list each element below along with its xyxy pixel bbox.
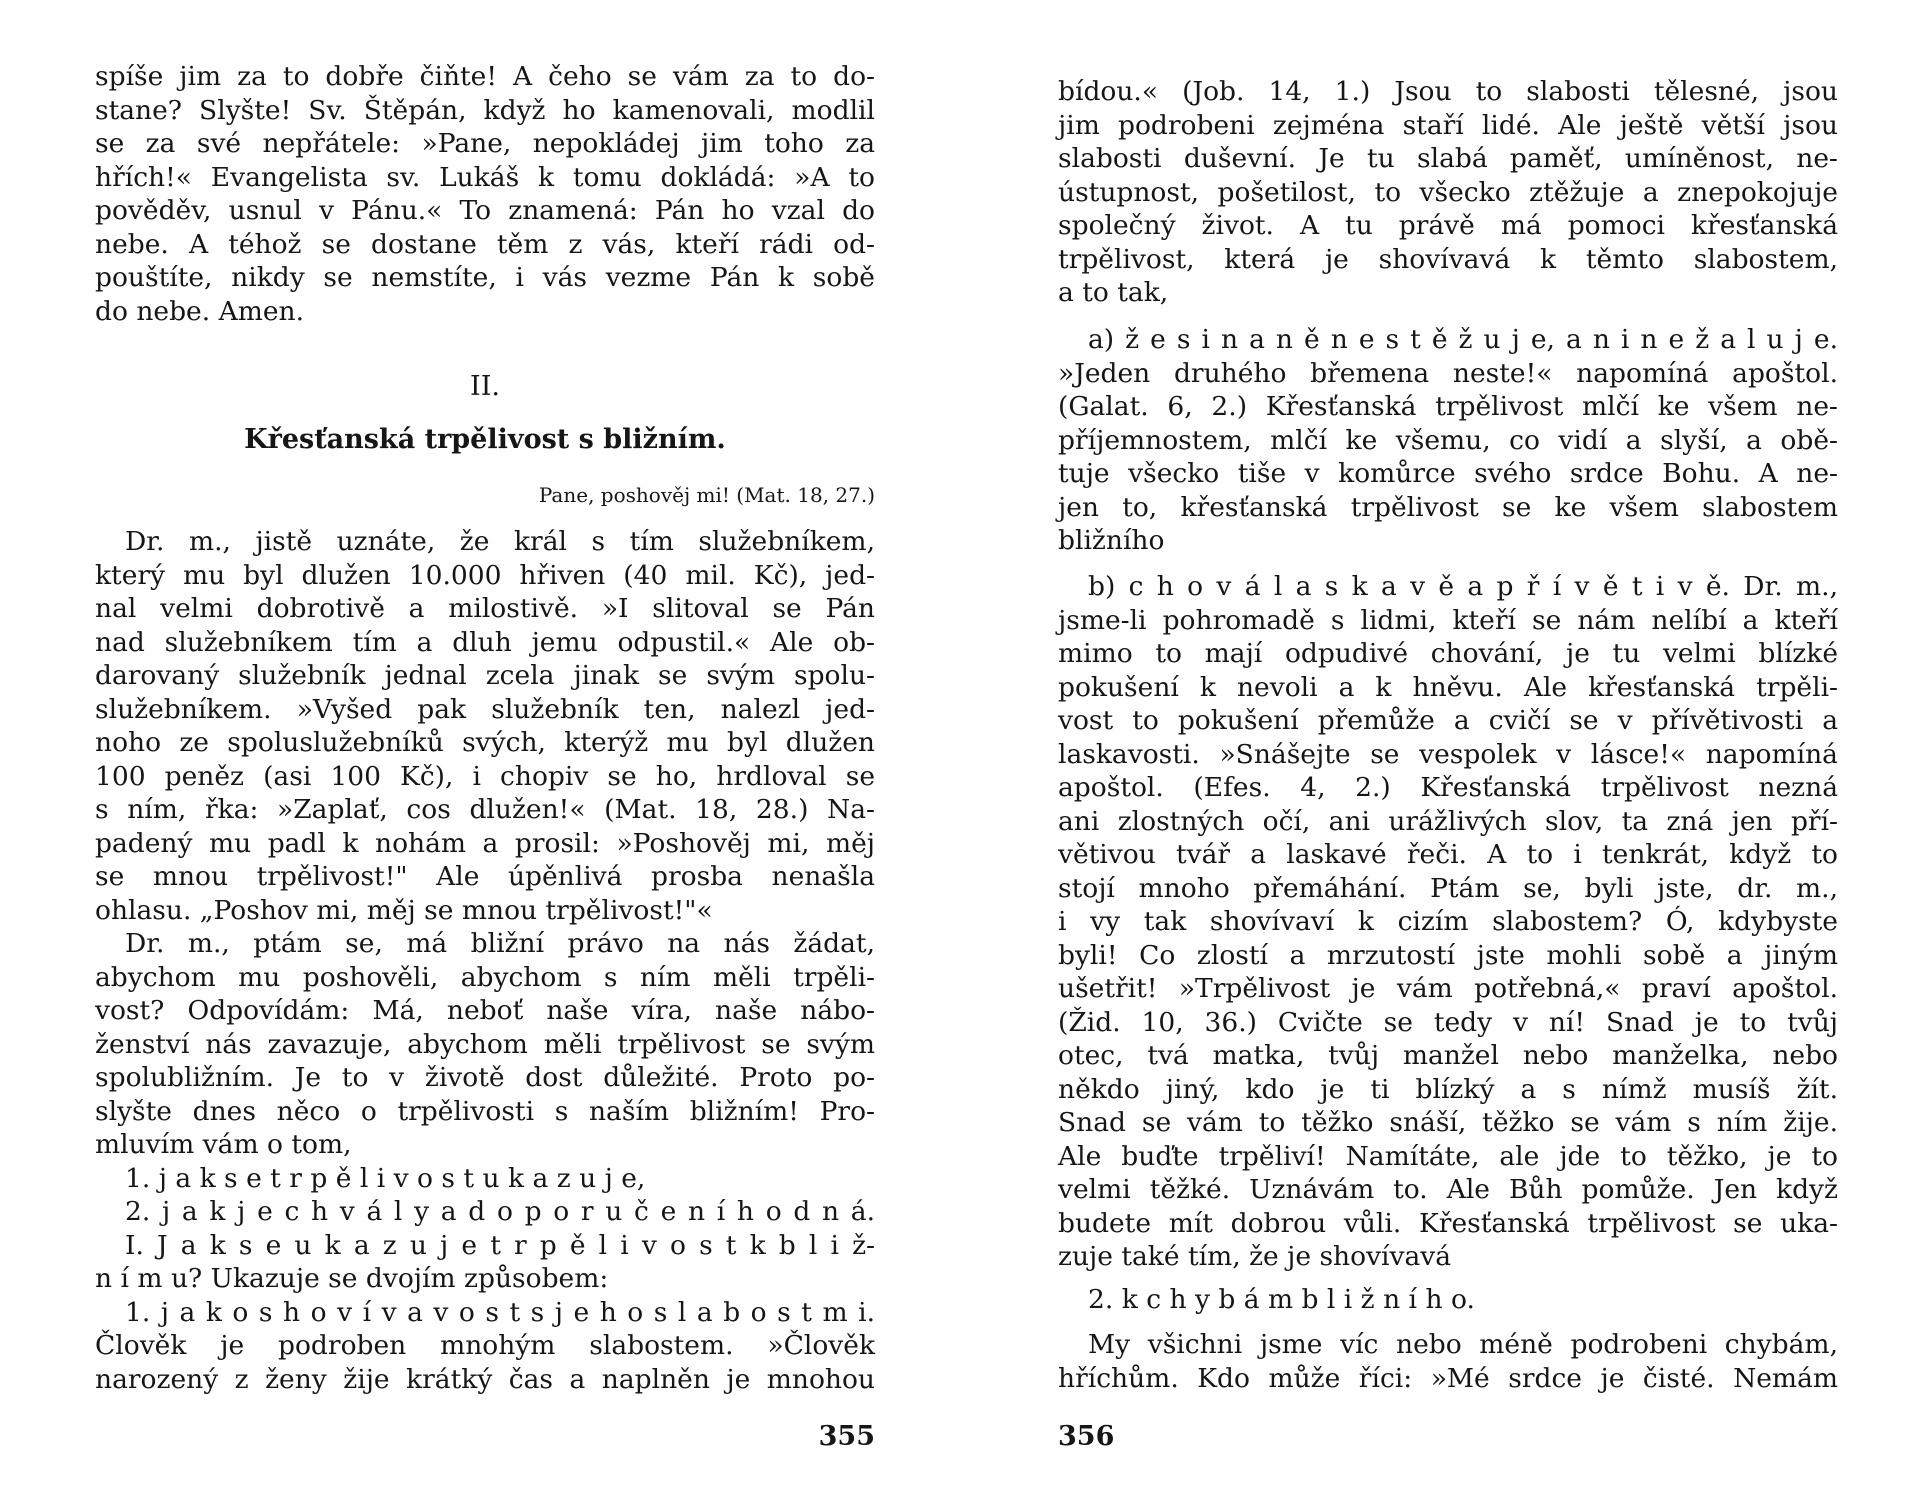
- text-line: 1. j a k s e t r p ě l i v o s t u k a z u j e,: [125, 1162, 646, 1194]
- section-title: Křesťanská trpělivost s bližním.: [244, 424, 726, 455]
- text-line: bližního: [1058, 525, 1165, 556]
- text-line: zuje také tím, že je shovívavá: [1058, 1241, 1452, 1272]
- left-body-text: [95, 525, 875, 1396]
- text-line: darovaný služebník jednal zcela jinak se svým spolu-: [95, 660, 875, 691]
- text-line: Dr. m., jistě uznáte, že král s tím služebníkem,: [125, 526, 875, 557]
- text-line: ústupnost, pošetilost, to všecko ztěžuje a znepokojuje: [1058, 176, 1838, 208]
- section-number: II.: [470, 371, 500, 402]
- text-line: jsme-li pohromadě s lidmi, kteří se nám nelíbí a kteří: [1058, 604, 1838, 636]
- text-line: a) ž e s i n a n ě n e s t ě ž u j e, a n i n e ž a l u j e.: [1088, 324, 1838, 355]
- text-line: i vy tak shovívaví k cizím slabostem? Ó, kdybyste: [1058, 906, 1838, 937]
- page-number: 356: [1058, 1421, 1115, 1452]
- right-paragraph-1: [1058, 75, 1838, 310]
- text-line: bídou.« (Job. 14, 1.) Jsou to slabosti tělesné, jsou: [1058, 76, 1838, 107]
- text-line: tuje všecko tiše v komůrce svého srdce Bohu. A ne-: [1058, 458, 1838, 489]
- text-line: slyšte dnes něco o trpělivosti s naším bližním! Pro-: [95, 1095, 875, 1127]
- text-line: se mnou trpělivost!" Ale úpěnlivá prosba nenašla: [95, 861, 875, 892]
- right-subheading: [1058, 1283, 1838, 1317]
- text-line: noho ze spoluslužebníků svých, kterýž mu byl dlužen: [95, 727, 875, 758]
- text-line: Dr. m., ptám se, má bližní právo na nás žádat,: [125, 928, 875, 959]
- left-page: [95, 0, 875, 1500]
- text-line: apoštol. (Efes. 4, 2.) Křesťanská trpělivost nezná: [1058, 772, 1838, 803]
- text-line: n í m u? Ukazuje se dvojím způsobem:: [95, 1263, 609, 1294]
- left-top-paragraph: [95, 60, 875, 328]
- text-line: a to tak,: [1058, 277, 1169, 308]
- text-line: ženství nás zavazuje, abychom měli trpělivost se svým: [95, 1028, 875, 1060]
- text-line: ušetřit! »Trpělivost je vám potřebná,« praví apoštol.: [1058, 973, 1838, 1004]
- text-line: stane? Slyšte! Sv. Štěpán, když ho kamenovali, modlil: [95, 94, 875, 126]
- text-line: padený mu padl k nohám a prosil: »Poshověj mi, měj: [95, 827, 875, 859]
- text-line: spolubližním. Je to v životě dost důležité. Proto po-: [95, 1062, 875, 1093]
- text-line: s ním, řka: »Zaplať, cos dlužen!« (Mat. 18, 28.) Na-: [95, 794, 875, 825]
- text-line: vost? Odpovídám: Má, neboť naše víra, naše nábo-: [95, 995, 875, 1026]
- text-line: 2. j a k j e c h v á l y a d o p o r u č e n í h o d n á.: [125, 1196, 875, 1227]
- text-line: jen to, křesťanská trpělivost se ke všem slabostem: [1058, 491, 1838, 523]
- text-line: který mu byl dlužen 10.000 hřiven (40 mil. Kč), jed-: [95, 559, 875, 591]
- text-line: jim podrobeni zejména staří lidé. Ale ještě větší jsou: [1058, 109, 1838, 141]
- text-line: laskavosti. »Snášejte se vespolek v lásce!« napomíná: [1058, 738, 1838, 770]
- text-line: nad služebníkem tím a dluh jemu odpustil.« Ale ob-: [95, 626, 875, 658]
- text-line: mluvím vám o tom,: [95, 1129, 352, 1160]
- text-line: I. J a k s e u k a z u j e t r p ě l i v o s t k b l i ž-: [125, 1229, 875, 1261]
- right-paragraph-3: [1058, 570, 1838, 1274]
- text-line: stojí mnoho přemáhání. Ptám se, byli jste, dr. m.,: [1058, 872, 1838, 904]
- text-line: Člověk je podroben mnohým slabostem. »Člověk: [95, 1330, 875, 1361]
- text-line: narozený z ženy žije krátký čas a naplněn je mnohou: [95, 1363, 875, 1395]
- text-line: pověděv, usnul v Pánu.« To znamená: Pán ho vzal do: [95, 195, 875, 226]
- text-line: společný život. A tu právě má pomoci křesťanská: [1058, 210, 1838, 241]
- text-line: Ale buďte trpěliví! Namítáte, ale jde to těžko, je to: [1058, 1140, 1838, 1172]
- text-line: nebe. A téhož se dostane těm z vás, kteří rádi od-: [95, 228, 875, 260]
- text-line: b) c h o v á l a s k a v ě a p ř í v ě t i v ě. Dr. m.,: [1088, 571, 1838, 602]
- text-line: ohlasu. „Poshov mi, měj se mnou trpělivost!"«: [95, 894, 713, 926]
- text-line: větivou tvář a laskavé řeči. A to i tenkrát, když to: [1058, 839, 1838, 870]
- text-line: nal velmi dobrotivě a milostivě. »I slitoval se Pán: [95, 593, 875, 624]
- text-line: slabosti duševní. Je tu slabá paměť, umíněnost, ne-: [1058, 143, 1838, 174]
- text-line: (Galat. 6, 2.) Křesťanská trpělivost mlčí ke všem ne-: [1058, 391, 1838, 422]
- text-line: (Žid. 10, 36.) Cvičte se tedy v ní! Snad je to tvůj: [1058, 1006, 1838, 1038]
- text-line: byli! Co zlostí a mrzutostí jste mohli sobě a jiným: [1058, 939, 1838, 971]
- text-line: trpělivost, která je shovívavá k těmto slabostem,: [1058, 243, 1838, 275]
- right-paragraph-2: [1058, 323, 1838, 558]
- right-paragraph-4: [1058, 1328, 1838, 1395]
- text-line: abychom mu poshověli, abychom s ním měli trpěli-: [95, 961, 875, 993]
- text-line: otec, tvá matka, tvůj manžel nebo manželka, nebo: [1058, 1040, 1838, 1071]
- text-line: hříchům. Kdo může říci: »Mé srdce je čisté. Nemám: [1058, 1362, 1838, 1394]
- text-line: velmi těžké. Uznávám to. Ale Bůh pomůže. Jen když: [1058, 1174, 1838, 1205]
- text-line: hřích!« Evangelista sv. Lukáš k tomu dokládá: »A to: [95, 161, 875, 193]
- text-line: 100 peněz (asi 100 Kč), i chopiv se ho, hrdloval se: [95, 760, 875, 792]
- epigraph: Pane, poshověj mi! (Mat. 18, 27.): [538, 483, 875, 507]
- text-line: 1. j a k o s h o v í v a v o s t s j e h o s l a b o s t m i.: [125, 1296, 875, 1328]
- right-page: [1058, 0, 1838, 1500]
- text-line: služebníkem. »Vyšed pak služebník ten, nalezl jed-: [95, 693, 875, 725]
- subheading: 2. k c h y b á m b l i ž n í h o.: [1088, 1284, 1475, 1315]
- text-line: příjemnostem, mlčí ke všemu, co vidí a slyší, a obě-: [1058, 424, 1838, 456]
- text-line: »Jeden druhého břemena neste!« napomíná apoštol.: [1058, 357, 1838, 389]
- text-line: budete mít dobrou vůli. Křesťanská trpělivost se uka-: [1058, 1207, 1838, 1239]
- text-line: Snad se vám to těžko snáší, těžko se vám s ním žije.: [1058, 1107, 1838, 1138]
- page-number: 355: [818, 1421, 875, 1452]
- text-line: pokušení k nevoli a k hněvu. Ale křesťanská trpěli-: [1058, 671, 1838, 703]
- text-line: ani zlostných očí, ani urážlivých slov, ta zná jen pří-: [1058, 805, 1838, 837]
- text-line: se za své nepřátele: »Pane, nepokládej jim toho za: [95, 128, 875, 159]
- text-line: My všichni jsme víc nebo méně podrobeni chybám,: [1088, 1329, 1838, 1360]
- text-line: do nebe. Amen.: [95, 295, 305, 327]
- text-line: spíše jim za to dobře čiňte! A čeho se vám za to do-: [95, 61, 875, 92]
- text-line: mimo to mají odpudivé chování, je tu velmi blízké: [1058, 638, 1838, 669]
- text-line: někdo jiný, kdo je ti blízký a s nímž musíš žít.: [1058, 1073, 1838, 1105]
- text-line: pouštíte, nikdy se nemstíte, i vás vezme Pán k sobě: [95, 262, 875, 293]
- text-line: vost to pokušení přemůže a cvičí se v přívětivosti a: [1058, 705, 1838, 736]
